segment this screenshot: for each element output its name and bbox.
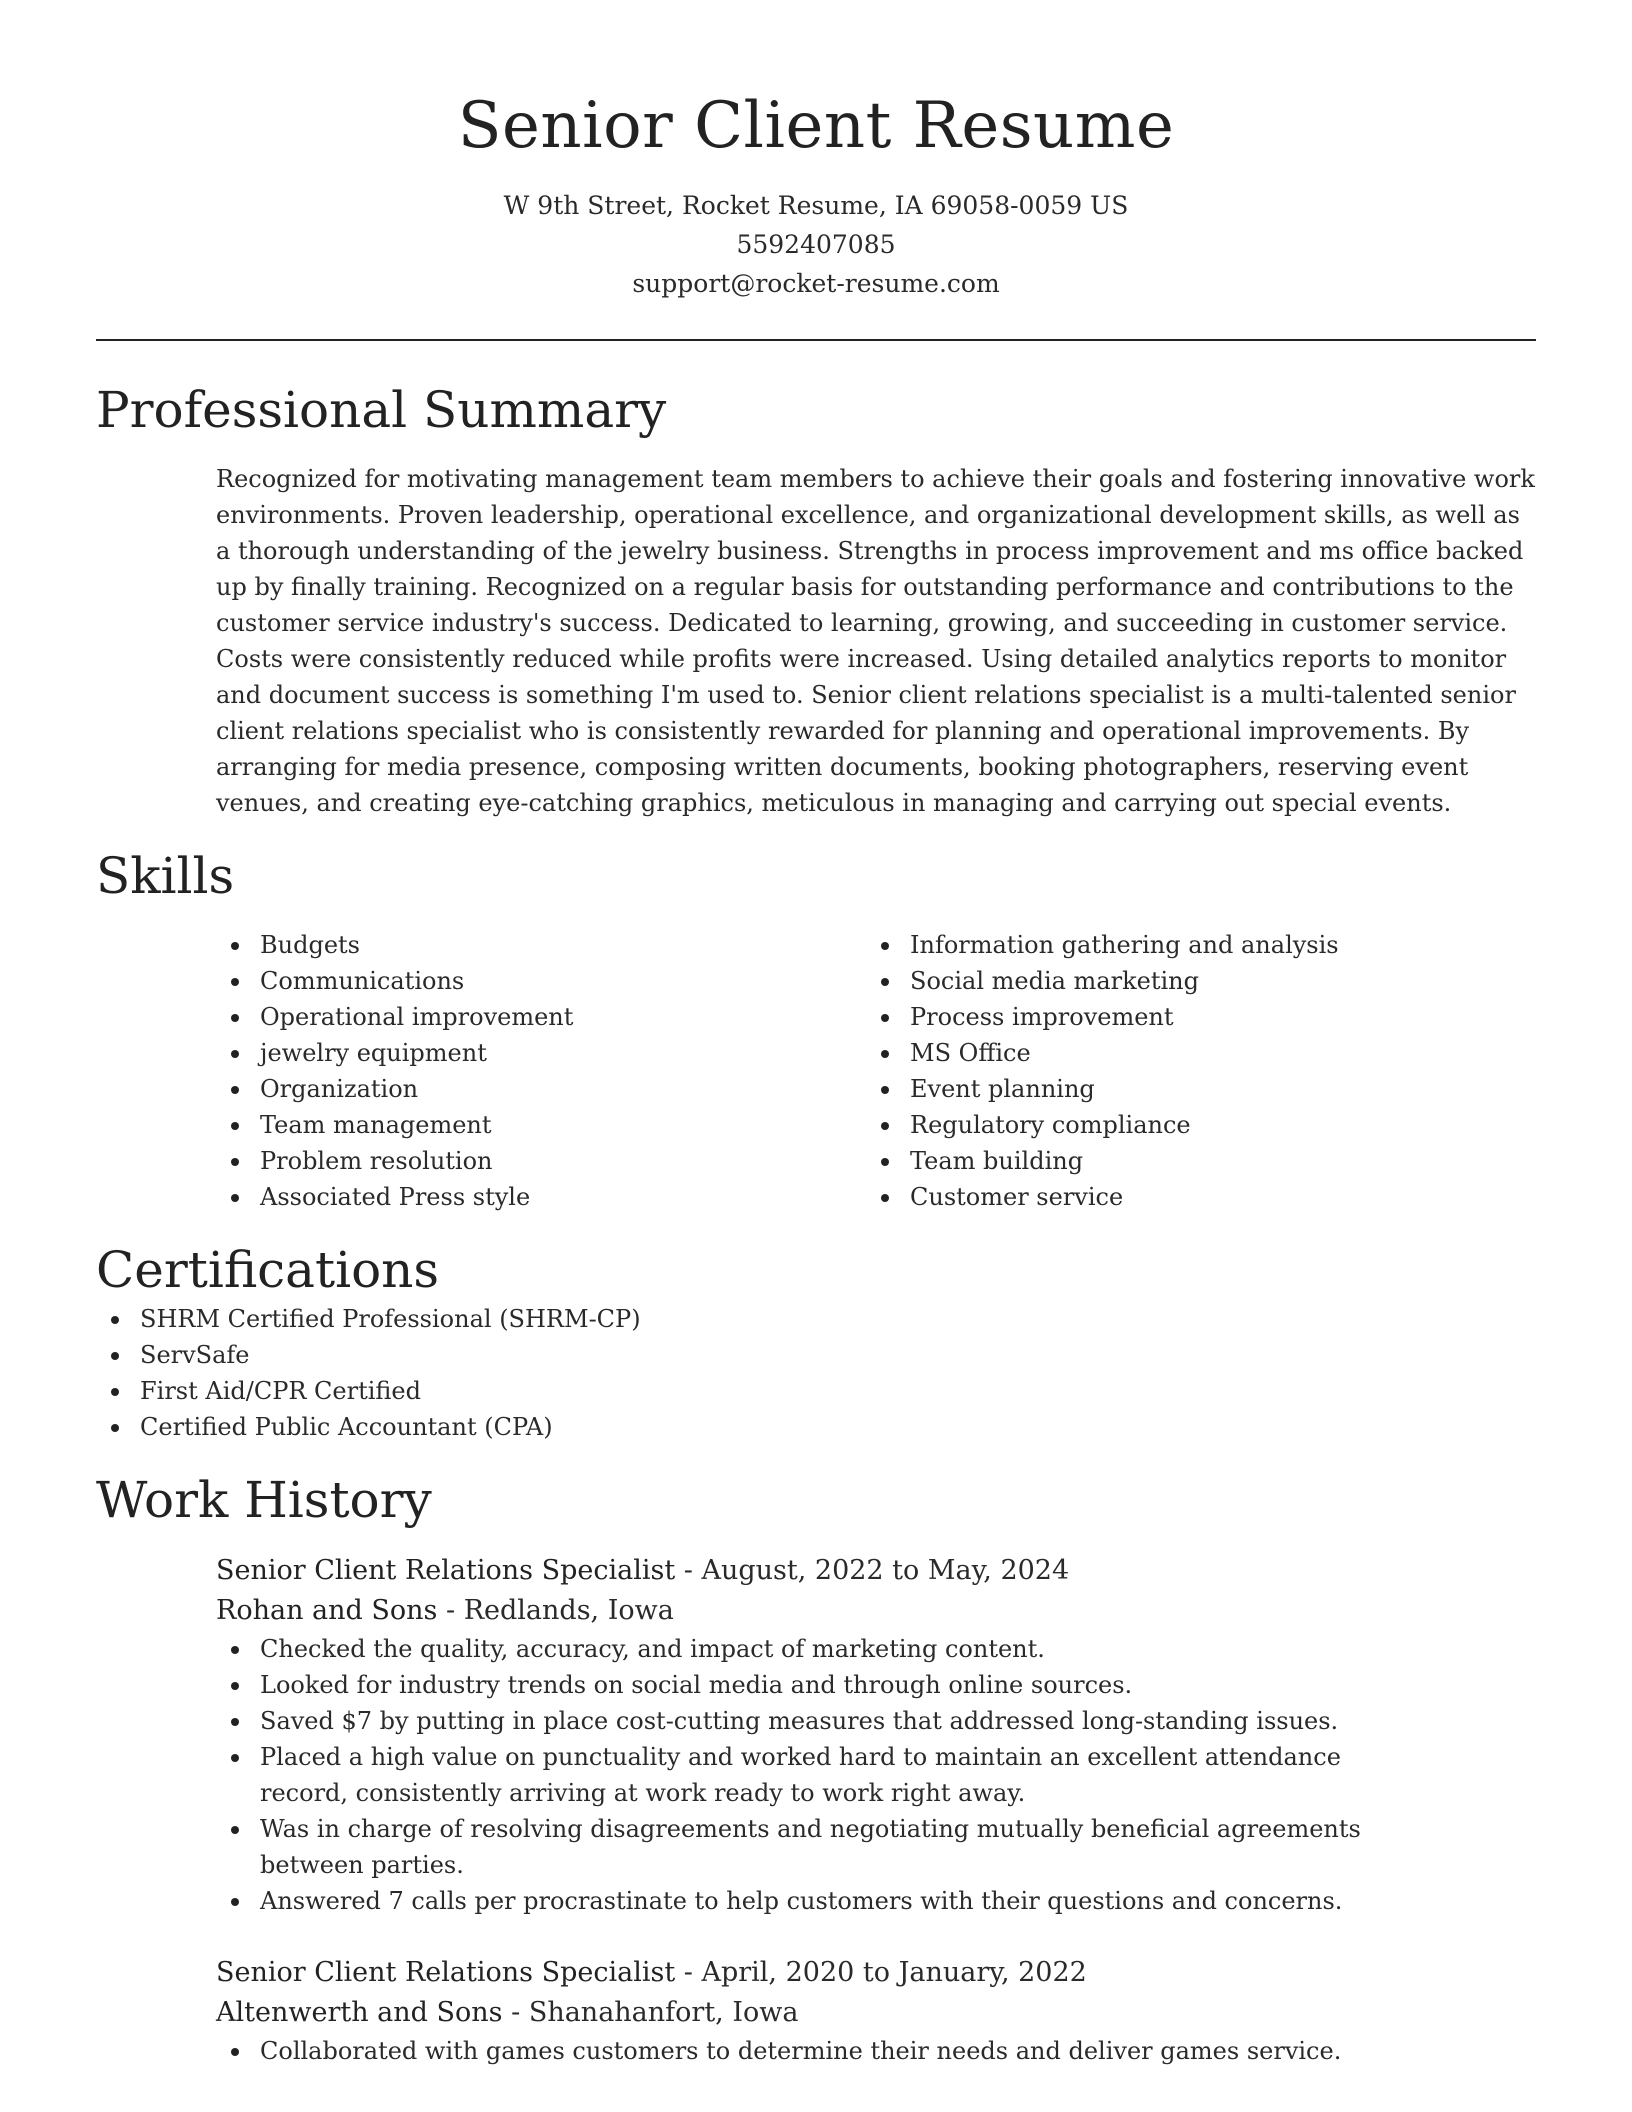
skill-item: Team building xyxy=(866,1143,1516,1179)
certifications-list xyxy=(96,1301,1536,1445)
resume-name: Senior Client Resume xyxy=(457,89,1175,163)
header-divider xyxy=(96,339,1536,341)
job-location: - Redlands, Iowa xyxy=(437,1595,674,1626)
skill-item: Social media marketing xyxy=(866,963,1516,999)
skills-column-left xyxy=(216,927,866,1215)
skills-list xyxy=(216,927,1536,1215)
job-entry xyxy=(216,1551,1536,1919)
job-duty-item: Looked for industry trends on social media and through online sources. xyxy=(216,1667,1416,1703)
contact-address: W 9th Street, Rocket Resume, IA 69058-0059 US xyxy=(503,191,1129,220)
resume-page xyxy=(96,0,1536,2069)
work-history-heading: Work History xyxy=(96,1471,432,1529)
skills-heading: Skills xyxy=(96,847,235,905)
contact-email: support@rocket-resume.com xyxy=(632,269,1000,298)
job-company-line xyxy=(216,1591,1536,1631)
job-company: Altenwerth and Sons xyxy=(216,1997,503,2028)
job-duty-item: Saved $7 by putting in place cost-cutting measures that addressed long-standing issues. xyxy=(216,1703,1416,1739)
skill-item: Associated Press style xyxy=(216,1179,866,1215)
job-duty-item: Placed a high value on punctuality and worked hard to maintain an excellent attendance record, consistently arriving at work ready to work right away. xyxy=(216,1739,1416,1811)
job-role: Senior Client Relations Specialist xyxy=(216,1957,676,1988)
job-location: - Shanahanfort, Iowa xyxy=(502,1997,799,2028)
skill-item: Process improvement xyxy=(866,999,1516,1035)
contact-block xyxy=(96,186,1536,303)
job-duty-item: Collaborated with games customers to determine their needs and deliver games service. xyxy=(216,2033,1416,2069)
job-company-line xyxy=(216,1993,1536,2033)
certification-item: Certified Public Accountant (CPA) xyxy=(96,1409,1536,1445)
contact-phone: 5592407085 xyxy=(736,230,896,259)
skill-item: Communications xyxy=(216,963,866,999)
certification-item: ServSafe xyxy=(96,1337,1536,1373)
job-dates: - August, 2022 to May, 2024 xyxy=(675,1555,1070,1586)
skill-item: MS Office xyxy=(866,1035,1516,1071)
job-duty-item: Was in charge of resolving disagreements and negotiating mutually beneficial agreements between parties. xyxy=(216,1811,1416,1883)
certification-item: SHRM Certified Professional (SHRM-CP) xyxy=(96,1301,1536,1337)
job-duty-item: Answered 7 calls per procrastinate to help customers with their questions and concerns. xyxy=(216,1883,1416,1919)
skill-item: Budgets xyxy=(216,927,866,963)
job-entry xyxy=(216,1953,1536,2069)
summary-heading: Professional Summary xyxy=(96,381,667,439)
skill-item: Information gathering and analysis xyxy=(866,927,1516,963)
job-company: Rohan and Sons xyxy=(216,1595,438,1626)
job-duty-item: Checked the quality, accuracy, and impact of marketing content. xyxy=(216,1631,1416,1667)
skill-item: jewelry equipment xyxy=(216,1035,866,1071)
skills-column-right xyxy=(866,927,1516,1215)
job-duties-list xyxy=(216,1631,1416,1919)
job-title-line xyxy=(216,1551,1536,1591)
summary-text: Recognized for motivating management team members to achieve their goals and fostering innovative work environments. Proven leadership, operational excellence, and organizational development skills, as well as a thorough understanding of the jewelry business. Strengths in process improvement and ms office backed up by finally training. Recognized on a regular basis for outstanding performance and contributions to the customer service industry's success. Dedicated to learning, growing, and succeeding in customer service. Costs were consistently reduced while profits were increased. Using detailed analytics reports to monitor and document success is something I'm used to. Senior client relations specialist is a multi-talented senior client relations specialist who is consistently rewarded for planning and operational improvements. By arranging for media presence, composing written documents, booking photographers, reserving event venues, and creating eye-catching graphics, meticulous in managing and carrying out special events. xyxy=(216,465,1535,817)
job-dates: - April, 2020 to January, 2022 xyxy=(675,1957,1087,1988)
skill-item: Organization xyxy=(216,1071,866,1107)
job-role: Senior Client Relations Specialist xyxy=(216,1555,676,1586)
job-title-line xyxy=(216,1953,1536,1993)
job-duties-list xyxy=(216,2033,1416,2069)
resume-header xyxy=(96,0,1536,303)
certification-item: First Aid/CPR Certified xyxy=(96,1373,1536,1409)
certifications-heading: Certifications xyxy=(96,1241,440,1299)
skill-item: Regulatory compliance xyxy=(866,1107,1516,1143)
skill-item: Event planning xyxy=(866,1071,1516,1107)
skill-item: Team management xyxy=(216,1107,866,1143)
skill-item: Customer service xyxy=(866,1179,1516,1215)
skill-item: Operational improvement xyxy=(216,999,866,1035)
skill-item: Problem resolution xyxy=(216,1143,866,1179)
